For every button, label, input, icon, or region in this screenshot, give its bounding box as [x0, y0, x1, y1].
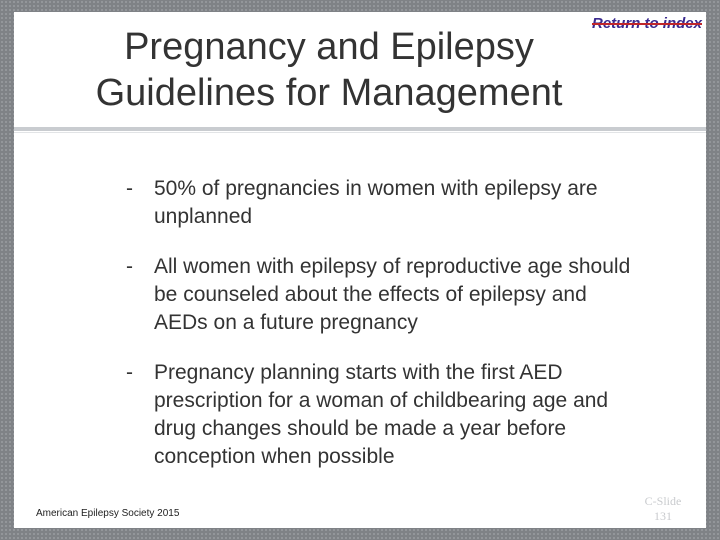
bullet-text: All women with epilepsy of reproductive age should be counseled about the effects of epilepsy and AEDs on a future pregnancy: [154, 255, 631, 334]
bullet-text: Pregnancy planning starts with the first AED prescription for a woman of childbearing age and drug changes should be made a year before conception when possible: [154, 361, 609, 468]
slide-title-line-2: Guidelines for Management: [95, 72, 563, 114]
slide-title: [14, 24, 704, 116]
slide-number-value: 131: [654, 509, 672, 523]
return-to-index-link[interactable]: Return to index: [591, 15, 702, 32]
bullet-item: [124, 253, 644, 337]
slide-title-line-1: Pregnancy and Epilepsy: [124, 26, 534, 68]
slide-number-label: C-Slide: [644, 494, 682, 508]
bullet-dash: -: [126, 361, 133, 384]
bullet-item: [124, 359, 644, 471]
slide-canvas: [14, 12, 706, 528]
footer-credit: American Epilepsy Society 2015: [36, 508, 180, 519]
bullet-list: [124, 175, 644, 493]
title-divider-thin: [14, 132, 706, 133]
title-divider: [14, 127, 706, 131]
bullet-text: 50% of pregnancies in women with epilepsy are unplanned: [154, 177, 598, 228]
bullet-item: [124, 175, 644, 231]
slide-number: [638, 494, 688, 524]
bullet-dash: -: [126, 255, 133, 278]
bullet-dash: -: [126, 177, 133, 200]
